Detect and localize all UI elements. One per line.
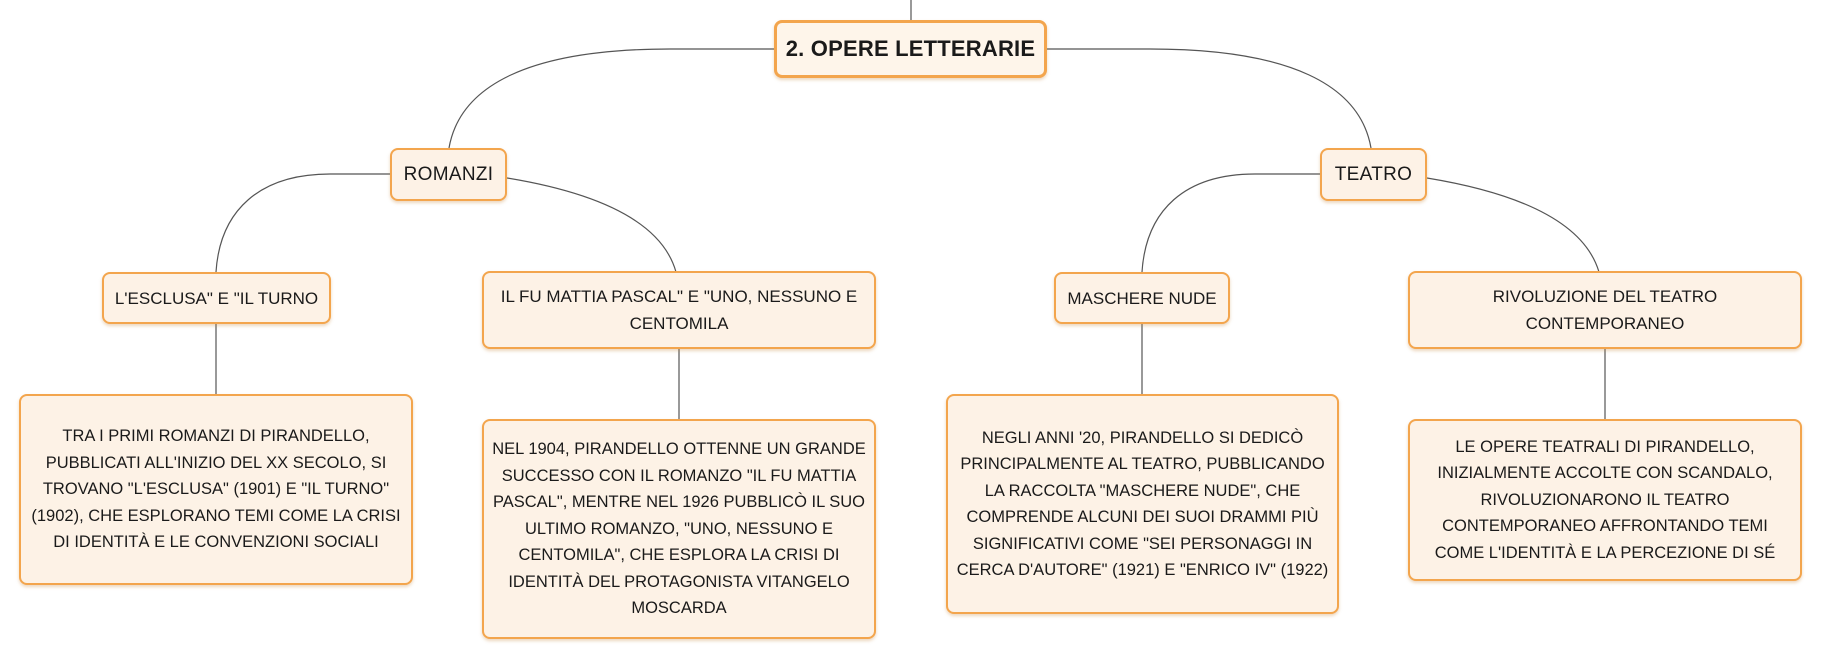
subtopic-mattia-pascal[interactable] <box>482 271 876 349</box>
connector-romanzi-esclusa <box>216 174 391 272</box>
root-node-label: 2. OPERE LETTERARIE <box>785 36 1036 61</box>
description-maschere-nude-text: NEGLI ANNI '20, PIRANDELLO SI DEDICÒ PRINCIPALMENTE AL TEATRO, PUBBLICANDO LA RACCOLTA "MASCHERE NUDE", CHE COMPRENDE ALCUNI DEI SUOI DRAMMI PIÙ SIGNIFICATIVI COME "SEI PERSONAGGI IN CERCA D'AUTORE" (1921) E "ENRICO IV" (1922) <box>956 428 1329 579</box>
subtopic-maschere-nude-label: MASCHERE NUDE <box>1067 288 1217 308</box>
topic-romanzi[interactable] <box>390 148 507 201</box>
topic-teatro-label: TEATRO <box>1334 163 1413 185</box>
description-rivoluzione-teatro[interactable] <box>1408 419 1802 581</box>
topic-teatro[interactable] <box>1320 148 1427 201</box>
subtopic-rivoluzione-teatro-label: RIVOLUZIONE DEL TEATRO CONTEMPORANEO <box>1492 287 1718 333</box>
description-mattia-pascal-text: NEL 1904, PIRANDELLO OTTENNE UN GRANDE SUCCESSO CON IL ROMANZO "IL FU MATTIA PASCAL", MENTRE NEL 1926 PUBBLICÒ IL SUO ULTIMO ROMANZO, "UNO, NESSUNO E CENTOMILA", CHE ESPLORA LA CRISI DI IDENTITÀ DEL PROTAGONISTA VITANGELO MOSCARDA <box>492 440 866 618</box>
subtopic-mattia-pascal-label: IL FU MATTIA PASCAL" E "UNO, NESSUNO E CENTOMILA <box>500 287 858 333</box>
connector-romanzi-mattia <box>507 178 676 272</box>
topic-romanzi-label: ROMANZI <box>403 163 494 185</box>
subtopic-esclusa-turno[interactable] <box>102 272 331 324</box>
subtopic-esclusa-turno-label: L'ESCLUSA" E "IL TURNO <box>114 288 319 308</box>
connector-teatro-rivoluzione <box>1427 178 1599 272</box>
description-mattia-pascal[interactable] <box>482 419 876 639</box>
connector-root-romanzi <box>449 49 775 148</box>
connector-teatro-maschere <box>1142 174 1321 272</box>
root-node[interactable] <box>774 20 1047 78</box>
description-rivoluzione-teatro-text: LE OPERE TEATRALI DI PIRANDELLO, INIZIALMENTE ACCOLTE CON SCANDALO, RIVOLUZIONARONO IL TEATRO CONTEMPORANEO AFFRONTANDO TEMI COME L'IDENTITÀ E LA PERCEZIONE DI SÉ <box>1434 437 1776 562</box>
subtopic-rivoluzione-teatro[interactable] <box>1408 271 1802 349</box>
description-esclusa-turno-text: TRA I PRIMI ROMANZI DI PIRANDELLO, PUBBLICATI ALL'INIZIO DEL XX SECOLO, SI TROVANO "L'ESCLUSA" (1901) E "IL TURNO" (1902), CHE ESPLORANO TEMI COME LA CRISI DI IDENTITÀ E LE CONVENZIONI SOCIALI <box>31 427 401 552</box>
description-esclusa-turno[interactable] <box>19 394 413 585</box>
connector-root-teatro <box>1047 49 1371 148</box>
description-maschere-nude[interactable] <box>946 394 1339 614</box>
subtopic-maschere-nude[interactable] <box>1054 272 1230 324</box>
